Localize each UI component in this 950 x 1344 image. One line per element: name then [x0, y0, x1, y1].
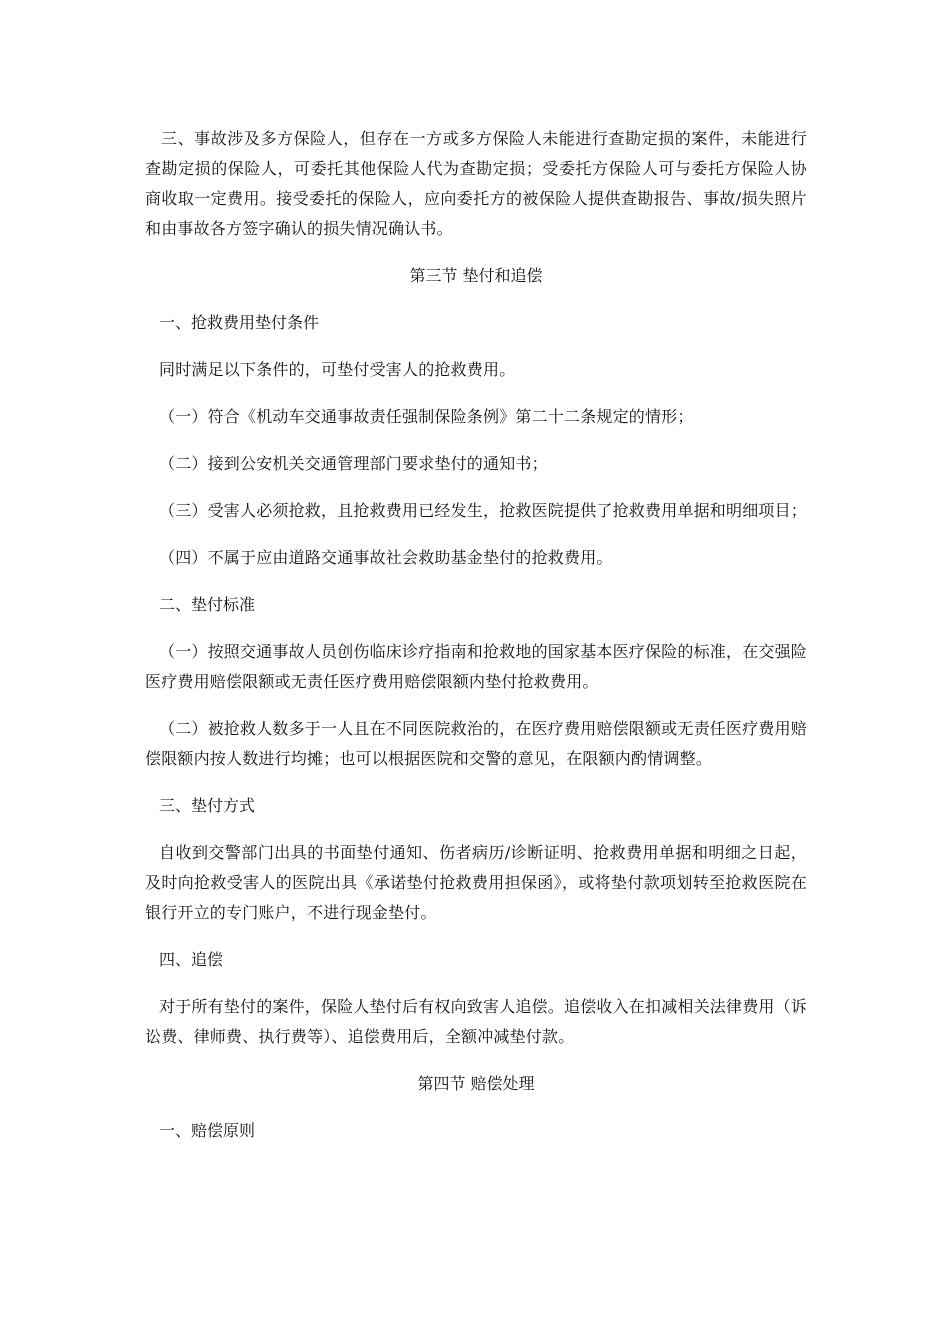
paragraph-standard-1: （一）按照交通事故人员创伤临床诊疗指南和抢救地的国家基本医疗保险的标准，在交强险医疗费用赔偿限额或无责任医疗费用赔偿限额内垫付抢救费用。	[145, 642, 808, 691]
paragraph-recovery: 对于所有垫付的案件，保险人垫付后有权向致害人追偿。追偿收入在扣减相关法律费用（诉讼费、律师费、执行费等）、追偿费用后，全额冲减垫付款。	[145, 997, 808, 1046]
heading-claims-principle: 一、赔偿原则	[159, 1121, 256, 1140]
paragraph-condition-3: （三）受害人必须抢救，且抢救费用已经发生，抢救医院提供了抢救费用单据和明细项目；	[159, 501, 808, 520]
section-title-claims-handling: 第四节 赔偿处理	[417, 1074, 535, 1093]
paragraph-advance-method: 自收到交警部门出具的书面垫付通知、伤者病历/诊断证明、抢救费用单据和明细之日起，及时向抢救受害人的医院出具《承诺垫付抢救费用担保函》，或将垫付款项划转至抢救医院在银行开立的专门账户，不进行现金垫付。	[145, 843, 807, 922]
heading-recovery: 四、追偿	[159, 950, 224, 969]
heading-advance-method: 三、垫付方式	[159, 796, 256, 815]
paragraph-conditions-intro: 同时满足以下条件的，可垫付受害人的抢救费用。	[159, 360, 516, 379]
section-title-advance-recovery: 第三节 垫付和追偿	[409, 266, 543, 285]
paragraph-joint-survey: 三、事故涉及多方保险人，但存在一方或多方保险人未能进行查勘定损的案件，未能进行查勘定损的保险人，可委托其他保险人代为查勘定损；受委托方保险人可与委托方保险人协商收取一定费用。接受委托的保险人，应向委托方的被保险人提供查勘报告、事故/损失照片和由事故各方签字确认的损失情况确认书。	[145, 129, 807, 238]
paragraph-condition-4: （四）不属于应由道路交通事故社会救助基金垫付的抢救费用。	[159, 548, 613, 567]
heading-advance-conditions: 一、抢救费用垫付条件	[159, 313, 320, 332]
paragraph-standard-2: （二）被抢救人数多于一人且在不同医院救治的，在医疗费用赔偿限额或无责任医疗费用赔偿限额内按人数进行均摊；也可以根据医院和交警的意见，在限额内酌情调整。	[145, 719, 808, 768]
heading-advance-standard: 二、垫付标准	[159, 595, 256, 614]
paragraph-condition-2: （二）接到公安机关交通管理部门要求垫付的通知书；	[159, 454, 548, 473]
paragraph-condition-1: （一）符合《机动车交通事故责任强制保险条例》第二十二条规定的情形；	[159, 407, 694, 426]
document-page	[145, 124, 807, 1163]
